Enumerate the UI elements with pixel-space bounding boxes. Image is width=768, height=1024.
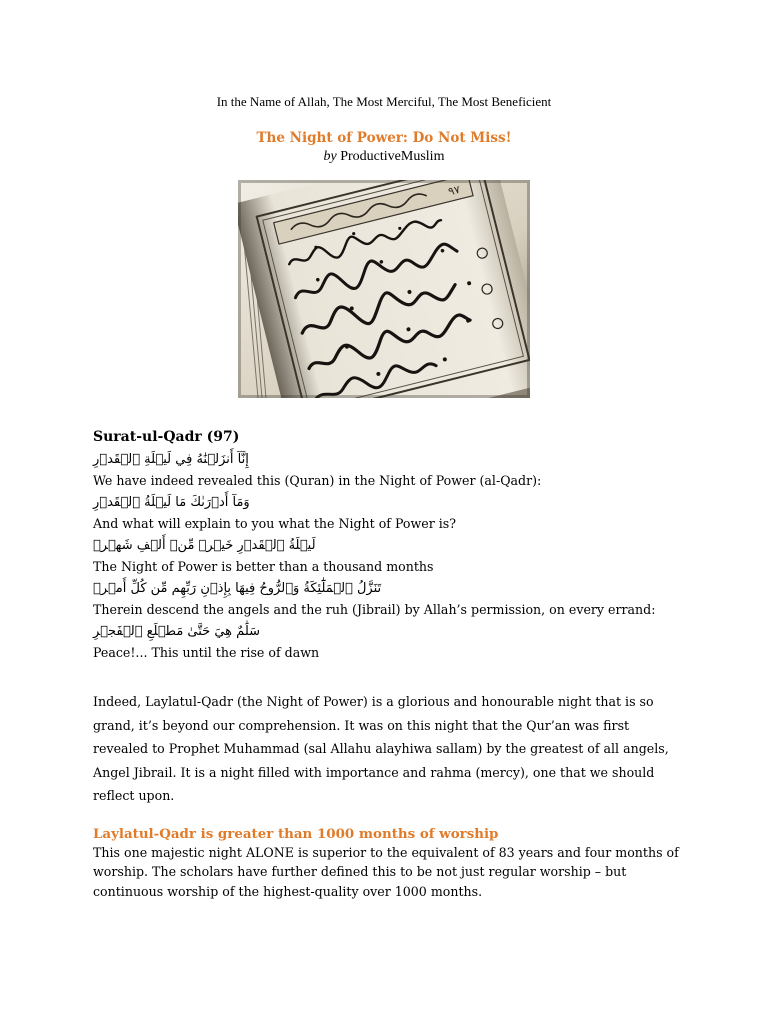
- surah-number-label: ٩٧: [446, 182, 462, 199]
- verse-5-arabic: سَلَٰمٌ هِيَ حَتَّىٰ مَطۡلَعِ ٱلۡفَجۡرِ: [93, 624, 261, 639]
- byline-author: ProductiveMuslim: [340, 149, 445, 164]
- main-content: [93, 429, 683, 901]
- verse-3-translation: The Night of Power is better than a thousand months: [93, 559, 434, 574]
- section-heading: Laylatul-Qadr is greater than 1000 months of worship: [93, 825, 499, 842]
- surah-heading: Surat-ul-Qadr (97): [93, 429, 240, 445]
- quran-page-illustration: [238, 180, 530, 398]
- basmala-line: In the Name of Allah, The Most Merciful, The Most Beneficient: [216, 94, 552, 109]
- verse-1: [93, 450, 683, 490]
- verse-2-arabic: وَمَآ أَدۡرَىٰكَ مَا لَيۡلَةُ ٱلۡقَدۡرِ: [93, 495, 250, 510]
- byline-by: by: [323, 149, 337, 164]
- verse-4-translation: Therein descend the angels and the ruh (Jibrail) by Allah’s permission, on every errand:: [93, 602, 656, 617]
- verse-5-translation: Peace!... This until the rise of dawn: [93, 645, 320, 660]
- verse-5: [93, 622, 683, 662]
- intro-paragraph: Indeed, Laylatul-Qadr (the Night of Power) is a glorious and honourable night that is so grand, it’s beyond our comprehension. It was on this night that the Qur’an was first revealed to Prophet Muhammad (sal Allahu alayhiwa sallam) by the greatest of all angels, Angel Jibrail. It is a night filled with importance and rahma (mercy), one that we should reflect upon.: [93, 694, 669, 803]
- verse-2-translation: And what will explain to you what the Night of Power is?: [93, 516, 457, 531]
- verse-1-translation: We have indeed revealed this (Quran) in the Night of Power (al-Qadr):: [93, 473, 542, 488]
- worship-paragraph: This one majestic night ALONE is superior to the equivalent of 83 years and four months of worship. The scholars have further defined this to be not just regular worship – but continuous worship of the highest-quality over 1000 months.: [93, 844, 679, 899]
- verse-3: [93, 536, 683, 576]
- verse-3-arabic: لَيۡلَةُ ٱلۡقَدۡرِ خَيۡرٞ مِّنۡ أَلۡفِ شَهۡرٖ: [93, 538, 316, 553]
- verse-2: [93, 493, 683, 533]
- byline: [0, 149, 768, 165]
- quran-page-image: [238, 180, 530, 398]
- document-title: The Night of Power: Do Not Miss!: [256, 130, 512, 146]
- verse-4: [93, 579, 683, 619]
- verse-4-arabic: تَنَزَّلُ ٱلۡمَلَٰٓئِكَةُ وَٱلرُّوحُ فِيهَا بِإِذۡنِ رَبِّهِم مِّن كُلِّ أَمۡرٖ: [93, 581, 382, 596]
- verse-1-arabic: إِنَّآ أَنزَلۡنَٰهُ فِي لَيۡلَةِ ٱلۡقَدۡرِ: [93, 452, 249, 467]
